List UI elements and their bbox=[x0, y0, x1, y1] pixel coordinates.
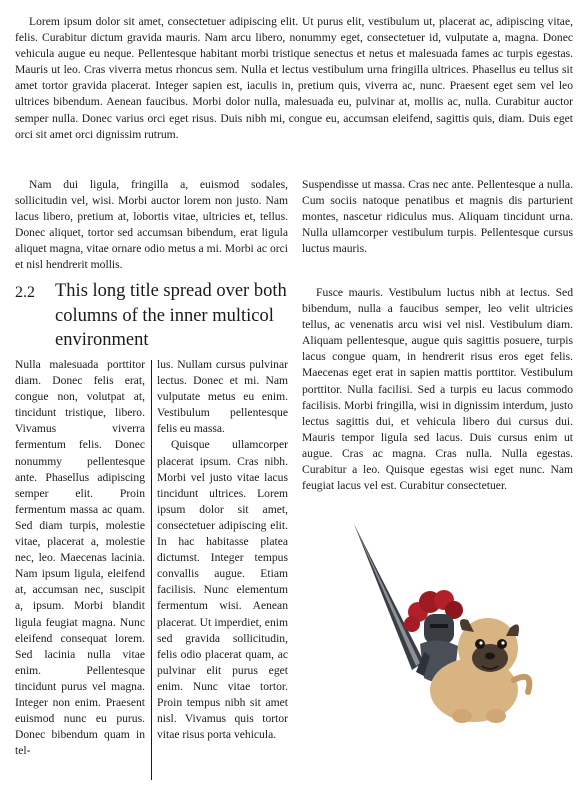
inner-column-1-text: Nulla malesuada porttitor diam. Donec felis erat, congue non, volutpat at, tincidunt tristique, libero. Vivamus viverra fermentum felis. Donec nonummy pellentesque ante. Phasellus adipiscing semper elit. Proin fermentum massa ac quam. Sed diam turpis, molestie vitae, placerat a, molestie nec, leo. Maecenas lacinia. Nam ipsum ligula, eleifend at, accumsan nec, suscipit a, ipsum. Morbi blandit ligula feugiat magna. Nunc eleifend consequat lorem. Sed lacinia nulla vitae enim. Pellentesque tincidunt purus vel magna. Integer non enim. Praesent euismod nunc eu purus. Donec bibendum quam in tel- bbox=[15, 358, 145, 758]
lower-right-column bbox=[302, 285, 573, 494]
lance-icon bbox=[354, 524, 424, 670]
lower-right-text: Fusce mauris. Vestibulum luctus nibh at lectus. Sed bibendum, nulla a faucibus semper, leo velit ultricies tellus, ac venenatis arcu wisi vel nisl. Vestibulum diam. Aliquam pellentesque, augue quis sagittis posuere, turpis lacus congue quam, in hendrerit risus eros eget felis. Maecenas eget erat in sapien mattis porttitor. Vestibulum porttitor. Nulla facilisi. Sed a turpis eu lacus commodo facilisis. Morbi fringilla, wisi in dignissim interdum, justo lectus sagittis dui, et vehicula libero dui cursus dui. Mauris tempor ligula sed lacus. Duis cursus enim ut augue. Cras ac magna. Cras nulla. Nulla egestas. Curabitur a leo. Quisque egestas wisi eget nunc. Nam feugiat lacus vel est. Curabitur consectetuer. bbox=[302, 286, 573, 493]
intro-text: Lorem ipsum dolor sit amet, consectetuer adipiscing elit. Ut purus elit, vestibulum ut, placerat ac, adipiscing vitae, felis. Curabitur dictum gravida mauris. Nam arcu libero, nonummy eget, consectetuer id, vulputate a, magna. Donec vehicula augue eu neque. Pellentesque habitant morbi tristique senectus et netus et malesuada fames ac turpis egestas. Mauris ut leo. Cras viverra metus rhoncus sem. Nulla et lectus vestibulum urna fringilla ultrices. Phasellus eu tellus sit amet tortor gravida placerat. Integer sapien est, iaculis in, pretium quis, viverra ac, nunc. Praesent eget sem vel leo ultrices bibendum. Aenean faucibus. Morbi dolor nulla, malesuada eu, pulvinar at, mollis ac, nulla. Curabitur auctor semper nulla. Donec varius orci eget risus. Duis nibh mi, congue eu, accumsan eleifend, sagittis quis, diam. Duis eget orci sit amet orci dignissim rutrum. bbox=[15, 15, 573, 141]
section-heading bbox=[15, 279, 288, 353]
section-title: This long title spread over both columns of the inner multicol environment bbox=[55, 281, 287, 350]
inner-column-2-text-2: Quisque ullamcorper placerat ipsum. Cras nibh. Morbi vel justo vitae lacus tincidunt ultrices. Lorem ipsum dolor sit amet, consectetuer adipiscing elit. In hac habitasse platea dictumst. Integer tempus convallis augue. Etiam facilisis. Nunc elementum fermentum wisi. Aenean placerat. Ut imperdiet, enim sed gravida sollicitudin, felis odio placerat quam, ac pulvinar elit purus eget enim. Nunc vitae tortor. Proin tempus nibh sit amet nisl. Vivamus quis tortor vitae risus porta vehicula. bbox=[157, 438, 288, 742]
column-divider bbox=[151, 360, 152, 780]
upper-left-column bbox=[15, 177, 288, 274]
section-number: 2.2 bbox=[15, 284, 35, 301]
upper-left-text: Nam dui ligula, fringilla a, euismod sodales, sollicitudin vel, wisi. Morbi auctor lorem non justo. Nam lacus libero, pretium at, lobortis vitae, ultricies et, tellus. Donec aliquet, tortor sed accumsan bibendum, erat ligula aliquet magna, vitae ornare odio metus a mi. Morbi ac orci et nisl hendrerit mollis. bbox=[15, 178, 288, 272]
knight-pug-icon bbox=[350, 520, 580, 740]
inner-column-2-text-1: lus. Nullam cursus pulvinar lectus. Donec et mi. Nam vulputate metus eu enim. Vestibulum pellentesque felis eu massa. bbox=[157, 358, 288, 436]
intro-paragraph bbox=[15, 14, 573, 143]
inner-column-2 bbox=[157, 357, 288, 743]
inner-column-1 bbox=[15, 357, 145, 759]
upper-right-column bbox=[302, 177, 573, 257]
upper-right-text: Suspendisse ut massa. Cras nec ante. Pellentesque a nulla. Cum sociis natoque penatibus et magnis dis parturient montes, nascetur ridiculus mus. Aliquam tincidunt urna. Nulla ullamcorper vestibulum turpis. Pellentesque cursus luctus mauris. bbox=[302, 178, 573, 256]
